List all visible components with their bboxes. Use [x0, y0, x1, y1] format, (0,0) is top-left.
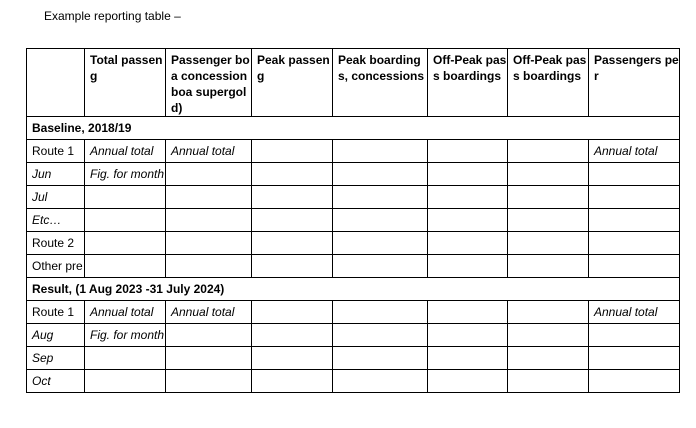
table-cell [428, 255, 508, 278]
row-label: Jul [27, 186, 85, 209]
table-cell [508, 347, 589, 370]
table-cell: Fig. for month [85, 163, 166, 186]
table-row [27, 370, 680, 393]
table-cell [252, 163, 333, 186]
table-cell [589, 255, 680, 278]
table-cell [166, 186, 252, 209]
table-cell: Annual total [85, 301, 166, 324]
table-cell [85, 186, 166, 209]
table-cell [166, 232, 252, 255]
header-cell: Passengers per [589, 49, 680, 117]
table-cell [85, 255, 166, 278]
row-label: Sep [27, 347, 85, 370]
table-cell [252, 140, 333, 163]
table-cell [428, 232, 508, 255]
table-cell [333, 140, 428, 163]
table-cell [252, 232, 333, 255]
section-title: Result, (1 Aug 2023 -31 July 2024) [27, 278, 680, 301]
table-cell: Annual total [589, 140, 680, 163]
table-row [27, 255, 680, 278]
table-cell [508, 232, 589, 255]
table-cell [252, 255, 333, 278]
table-row [27, 301, 680, 324]
table-cell [428, 163, 508, 186]
row-label: Oct [27, 370, 85, 393]
row-label: Route 2 [27, 232, 85, 255]
table-cell [333, 209, 428, 232]
table-cell: Annual total [589, 301, 680, 324]
table-cell [589, 232, 680, 255]
header-row [27, 49, 680, 117]
row-label: Other pre [27, 255, 85, 278]
table-cell [252, 324, 333, 347]
table-cell [589, 163, 680, 186]
table-cell [252, 209, 333, 232]
table-cell [252, 370, 333, 393]
table-cell [589, 186, 680, 209]
table-cell [333, 255, 428, 278]
table-cell [508, 301, 589, 324]
table-cell [166, 324, 252, 347]
table-cell [428, 186, 508, 209]
table-cell [85, 370, 166, 393]
table-cell [508, 209, 589, 232]
table-cell [333, 324, 428, 347]
table-cell [589, 347, 680, 370]
table-cell [333, 163, 428, 186]
table-cell [428, 324, 508, 347]
table-row [27, 347, 680, 370]
section-row [27, 278, 680, 301]
table-cell [252, 347, 333, 370]
table-cell [508, 163, 589, 186]
table-cell [508, 370, 589, 393]
table-cell [508, 324, 589, 347]
table-cell [428, 370, 508, 393]
table-cell: Annual total [166, 140, 252, 163]
table-cell [252, 186, 333, 209]
row-label: Aug [27, 324, 85, 347]
table-row [27, 140, 680, 163]
header-cell: Off-Peak pass boardings [508, 49, 589, 117]
table-cell [333, 301, 428, 324]
table-cell [333, 232, 428, 255]
table-row [27, 186, 680, 209]
row-label: Etc… [27, 209, 85, 232]
section-row [27, 117, 680, 140]
table-cell [85, 347, 166, 370]
table-row [27, 209, 680, 232]
table-cell [166, 163, 252, 186]
document-caption: Example reporting table – [44, 9, 181, 23]
table-cell [428, 301, 508, 324]
table-cell [252, 301, 333, 324]
table-cell [428, 140, 508, 163]
table-cell [333, 347, 428, 370]
table-row [27, 163, 680, 186]
table-row [27, 324, 680, 347]
header-cell: Total passeng [85, 49, 166, 117]
table-cell [166, 347, 252, 370]
table-cell [85, 209, 166, 232]
header-cell: Passenger boa concession boa supergold) [166, 49, 252, 117]
table-cell [428, 209, 508, 232]
table-cell [508, 186, 589, 209]
table-cell [589, 209, 680, 232]
section-title: Baseline, 2018/19 [27, 117, 680, 140]
row-label: Jun [27, 163, 85, 186]
table-cell [85, 232, 166, 255]
row-label: Route 1 [27, 140, 85, 163]
table-cell: Fig. for month [85, 324, 166, 347]
table-cell [166, 255, 252, 278]
table-cell [166, 209, 252, 232]
row-label: Route 1 [27, 301, 85, 324]
table-cell [589, 324, 680, 347]
table-cell [589, 370, 680, 393]
table-cell: Annual total [85, 140, 166, 163]
header-cell: Peak boardings, concessions [333, 49, 428, 117]
table-cell [166, 370, 252, 393]
table-row [27, 232, 680, 255]
table-cell [333, 186, 428, 209]
header-cell: Off-Peak pass boardings [428, 49, 508, 117]
table-cell [508, 255, 589, 278]
table-cell [428, 347, 508, 370]
table-cell [333, 370, 428, 393]
header-cell: Peak passeng [252, 49, 333, 117]
table-cell: Annual total [166, 301, 252, 324]
reporting-table [26, 48, 680, 393]
header-cell [27, 49, 85, 117]
table-cell [508, 140, 589, 163]
